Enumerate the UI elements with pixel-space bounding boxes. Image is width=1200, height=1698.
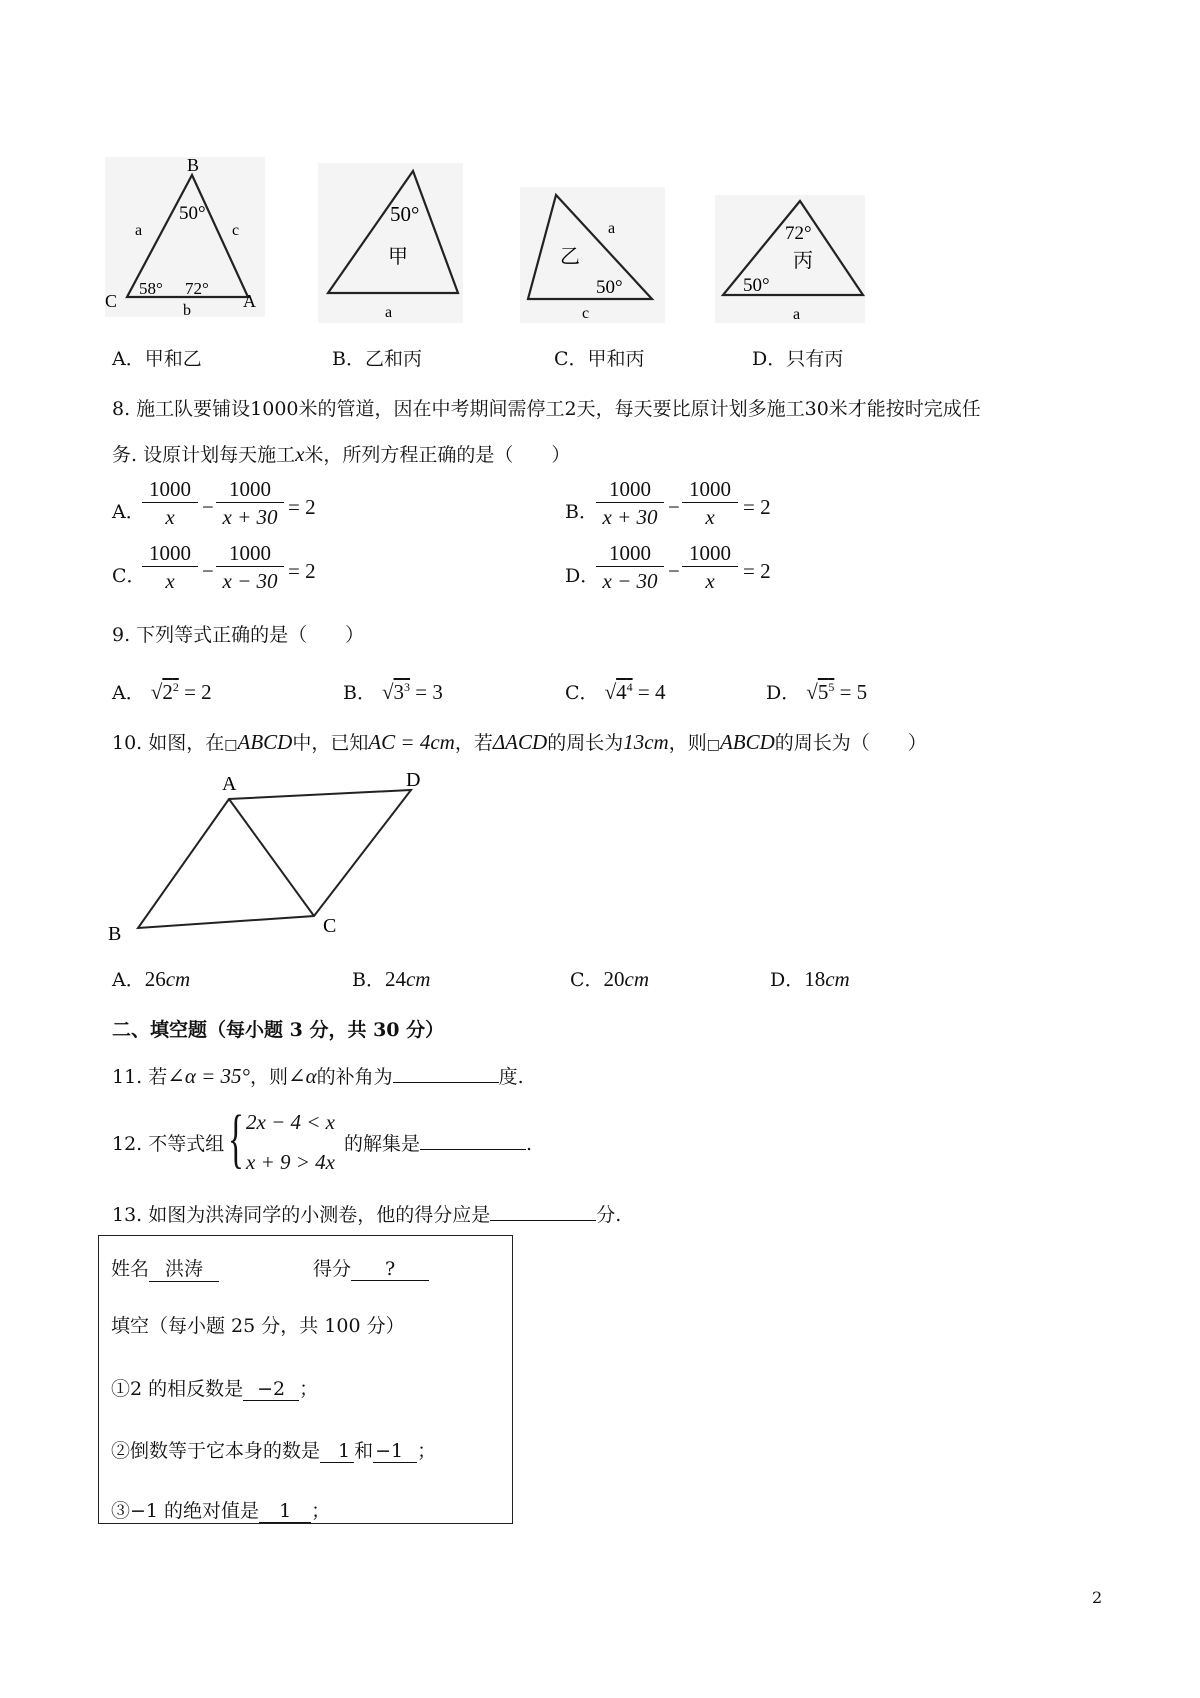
- q8-b-frac2: $\frac{1000}{x}$: [682, 476, 738, 531]
- quiz-item-1: ①2 的相反数是 −2 ；: [111, 1378, 319, 1400]
- q7-option-d: D．只有丙: [752, 348, 844, 370]
- answer-blank: [420, 1149, 526, 1150]
- triangle-name: 乙: [560, 246, 580, 268]
- side-c-label: c: [582, 305, 590, 322]
- q10-option-b: B．24cm: [352, 967, 431, 991]
- triangle-figure-jia: [318, 163, 463, 323]
- sqrt-expression: $√4^4 = 4$: [604, 680, 666, 704]
- sqrt-expression: $√5^5 = 5$: [806, 680, 868, 704]
- q13-stem: 13. 如图为洪涛同学的小测卷，他的得分应是 分.: [112, 1204, 622, 1226]
- label-b: B: [187, 157, 200, 175]
- parallelogram-icon: □: [224, 737, 238, 753]
- q8-c-frac2: $\frac{1000}{x - 30}$: [216, 540, 284, 595]
- brace-icon: {: [228, 1102, 244, 1175]
- q8-d-frac1: $\frac{1000}{x - 30}$: [596, 540, 664, 595]
- q8-option-b-label: B．: [565, 501, 598, 523]
- q8-option-d-label: D．: [565, 565, 600, 587]
- q8-option-a-label: A．: [112, 501, 145, 523]
- parallelogram-figure: [108, 768, 433, 943]
- triangle-figure-bing: [715, 195, 865, 323]
- sqrt-expression: $√2^2 = 2$: [150, 680, 212, 704]
- q9-option-b: B． $√3^3 = 3$: [343, 680, 443, 704]
- triangle-name: 丙: [793, 250, 813, 272]
- q8-stem-line2: 务. 设原计划每天施工x米，所列方程正确的是（ ）: [112, 442, 571, 466]
- q8-stem-line1: 8. 施工队要铺设1000米的管道，因在中考期间需停工2天，每天要比原计划多施工30米才能按时完成任: [112, 398, 981, 420]
- minus-sign: −: [668, 559, 680, 583]
- side-a-label: a: [135, 222, 143, 239]
- side-a-label: a: [385, 304, 393, 321]
- q12-inequality-2: x + 9 > 4x: [246, 1150, 335, 1174]
- q9-option-c: C． $√4^4 = 4$: [565, 680, 666, 704]
- section-heading: 二、填空题（每小题 3 分，共 30 分）: [112, 1019, 445, 1041]
- quiz-header: 填空（每小题 25 分，共 100 分）: [111, 1315, 405, 1337]
- q8-b-rhs: = 2: [743, 495, 771, 519]
- vertex-b-label: B: [108, 923, 122, 943]
- side-a-label: a: [793, 306, 801, 323]
- side-b-label: b: [183, 302, 191, 317]
- q8-a-rhs: = 2: [288, 495, 316, 519]
- answer-blank: [490, 1220, 596, 1221]
- angle-c-label: 58°: [139, 279, 163, 298]
- q8-d-rhs: = 2: [743, 559, 771, 583]
- q8-a-frac2: $\frac{1000}{x + 30}$: [216, 476, 284, 531]
- q9-option-a: A． $√2^2 = 2$: [112, 680, 212, 704]
- q10-option-c: C．20cm: [570, 967, 650, 991]
- triangle-name: 甲: [388, 246, 408, 268]
- q7-option-b: B．乙和丙: [332, 348, 422, 370]
- minus-sign: −: [202, 559, 214, 583]
- angle-b-label: 50°: [179, 203, 206, 224]
- q10-option-a: A．26cm: [112, 967, 191, 991]
- triangle-figure-abc: [105, 157, 265, 317]
- q7-option-c: C．甲和丙: [554, 348, 645, 370]
- q8-b-frac1: $\frac{1000}{x + 30}$: [596, 476, 664, 531]
- minus-sign: −: [668, 495, 680, 519]
- sqrt-expression: $√3^3 = 3$: [382, 680, 443, 704]
- vertex-d-label: D: [406, 769, 421, 791]
- quiz-name-row: 姓名 洪涛: [111, 1254, 219, 1282]
- quiz-score-row: 得分 ?: [313, 1254, 429, 1281]
- quiz-item-3: ③−1 的绝对值是 1 ；: [111, 1500, 331, 1522]
- answer-blank: [393, 1082, 499, 1083]
- angle-label: 50°: [390, 202, 420, 226]
- side-a-label: a: [608, 220, 616, 237]
- q8-d-frac2: $\frac{1000}{x}$: [682, 540, 738, 595]
- quiz-item-2: ②倒数等于它本身的数是 1 和 −1 ；: [111, 1440, 437, 1462]
- quiz-box: [98, 1235, 513, 1524]
- q12-stem-pre: 12. 不等式组: [112, 1133, 225, 1155]
- parallelogram-icon: □: [706, 737, 720, 753]
- vertex-c-label: C: [323, 915, 337, 937]
- q8-a-frac1: $\frac{1000}{x}$: [142, 476, 198, 531]
- q10-option-d: D．18cm: [770, 967, 850, 991]
- side-c-label: c: [232, 222, 240, 239]
- q8-c-rhs: = 2: [288, 559, 316, 583]
- angle-top-label: 72°: [785, 223, 812, 244]
- label-a: A: [243, 291, 256, 311]
- q10-stem: 10. 如图，在□ABCD中，已知AC = 4cm，若ΔACD的周长为13cm，则□ABCD的周长为（ ）: [112, 730, 927, 754]
- q8-option-c-label: C．: [112, 565, 146, 587]
- q9-stem: 9. 下列等式正确的是（ ）: [112, 624, 365, 646]
- angle-a-label: 72°: [185, 279, 209, 298]
- q12-stem-post: 的解集是 .: [344, 1133, 533, 1155]
- q9-option-d: D． $√5^5 = 5$: [766, 680, 868, 704]
- q11-stem: 11. 若∠α = 35°，则∠α的补角为 度.: [112, 1064, 524, 1088]
- label-c: C: [105, 291, 118, 311]
- minus-sign: −: [202, 495, 214, 519]
- angle-left-label: 50°: [743, 275, 770, 296]
- vertex-a-label: A: [222, 773, 237, 795]
- q7-option-a: A．甲和乙: [112, 348, 202, 370]
- triangle-figure-yi: [520, 187, 665, 323]
- page-number: 2: [1092, 1588, 1103, 1607]
- angle-label: 50°: [596, 277, 623, 298]
- q8-c-frac1: $\frac{1000}{x}$: [142, 540, 198, 595]
- q12-inequality-1: 2x − 4 < x: [246, 1110, 335, 1134]
